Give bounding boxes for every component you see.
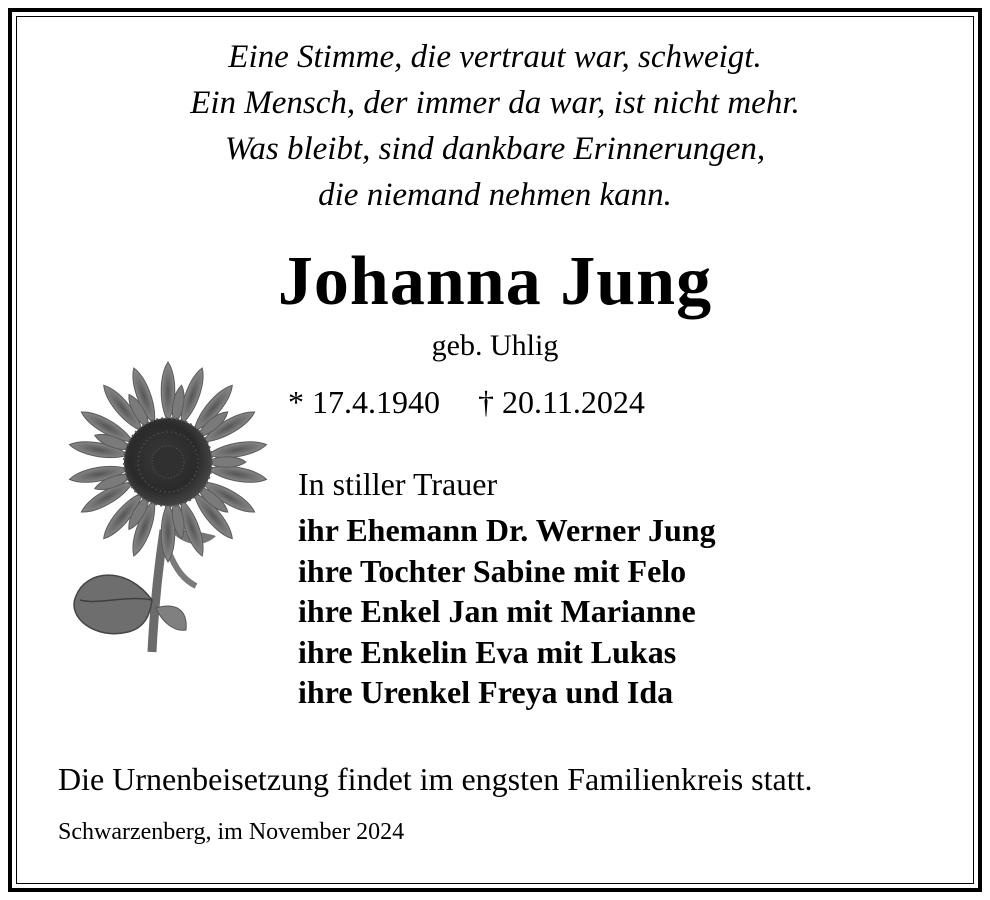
- poem-line: Ein Mensch, der immer da war, ist nicht mehr.: [190, 85, 800, 121]
- poem: [0, 34, 990, 218]
- mourning-intro: In stiller Trauer: [298, 466, 498, 502]
- poem-line: die niemand nehmen kann.: [318, 177, 672, 213]
- death-date: † 20.11.2024: [478, 384, 645, 420]
- poem-line: Eine Stimme, die vertraut war, schweigt.: [228, 39, 762, 75]
- poem-line: Was bleibt, sind dankbare Erinnerungen,: [224, 131, 766, 167]
- family-member: ihr Ehemann Dr. Werner Jung: [298, 512, 716, 548]
- funeral-notice: Die Urnenbeisetzung findet im engsten Familienkreis statt.: [58, 761, 813, 797]
- sunflower-icon: [36, 350, 276, 660]
- life-dates: [288, 381, 645, 423]
- deceased-name: Johanna Jung: [277, 243, 713, 320]
- place-date: Schwarzenberg, im November 2024: [58, 819, 405, 845]
- maiden-name: geb. Uhlig: [431, 329, 559, 362]
- family-list: [298, 510, 716, 713]
- birth-date: * 17.4.1940: [288, 384, 440, 420]
- family-member: ihre Tochter Sabine mit Felo: [298, 552, 687, 589]
- family-member: ihre Urenkel Freya und Ida: [298, 674, 674, 710]
- family-member: ihre Enkel Jan mit Marianne: [298, 593, 696, 629]
- family-member: ihre Enkelin Eva mit Lukas: [298, 633, 677, 670]
